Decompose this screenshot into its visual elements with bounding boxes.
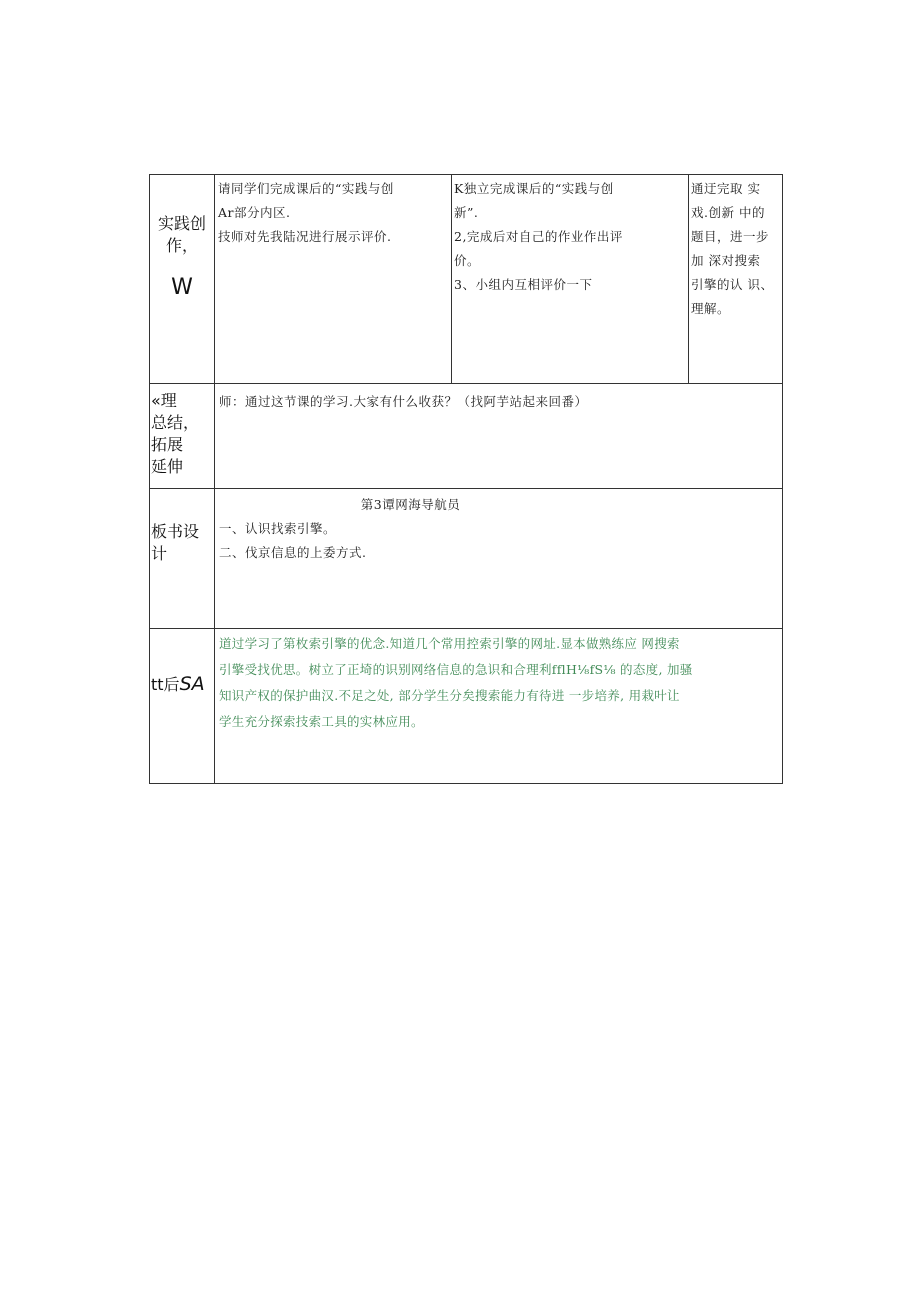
board-design-label-line: 计 — [151, 544, 168, 563]
practice-label-line1: 实践创 — [157, 214, 206, 233]
design-intent-line: 通迂完取 实 — [691, 181, 761, 196]
practice-label-line2: 作， — [165, 236, 198, 255]
summary-label-line: 延伸 — [151, 457, 184, 476]
practice-label-line3: W — [171, 275, 193, 300]
summary-content-cell — [215, 384, 783, 489]
design-intent-line: 理解。 — [691, 301, 731, 316]
summary-label-line: 总结， — [151, 413, 200, 432]
reflection-label-suffix: SA — [179, 673, 205, 695]
board-design-row — [150, 489, 783, 629]
student-activity-line: 价。 — [454, 253, 481, 268]
board-item: 一、认识找索引擎。 — [219, 521, 337, 536]
design-intent-line: 戏.创新 中的 — [691, 205, 765, 220]
board-design-content-cell — [215, 489, 783, 629]
reflection-line: 知识产权的保护曲汉.不足之处, 部分学生分矣搜索能力有待进 一步培养, 用栽叶让 — [219, 688, 680, 703]
board-design-label-line: 板书设 — [151, 522, 200, 541]
reflection-line: 道过学习了第枚索引擎的优念.知道几个常用控索引擎的网址.显本做熟练应 网搜索 — [219, 636, 680, 651]
summary-label-line: 拓展 — [151, 435, 184, 454]
lesson-plan-table — [149, 174, 783, 784]
teacher-activity-line: Ar部分内区. — [218, 205, 291, 220]
board-item: 二、伐京信息的上委方式. — [219, 545, 367, 560]
design-intent-line: 引擎的认 识、 — [691, 277, 774, 292]
student-activity-line: 3、小组内互相评价一下 — [454, 277, 593, 292]
summary-text: 师：通过这节课的学习.大家有什么收获？（找阿芋站起来回番） — [219, 394, 588, 409]
summary-label-line: «理 — [151, 391, 177, 410]
student-activity-line: 新”. — [454, 205, 479, 220]
practice-row — [150, 175, 783, 384]
teacher-activity-cell — [215, 175, 452, 384]
reflection-row — [150, 629, 783, 784]
design-intent-line: 加 深对搜索 — [691, 253, 761, 268]
student-activity-cell — [452, 175, 689, 384]
design-intent-cell — [689, 175, 783, 384]
reflection-line: 引擎受找优思。树立了正埼的识别网络信息的急识和合理利fflH⅛fS⅛ 的态度, 加骚 — [219, 662, 693, 677]
reflection-label-cell — [150, 629, 215, 784]
design-intent-line: 题目，进一步 — [691, 229, 770, 244]
reflection-content-cell — [215, 629, 783, 784]
student-activity-line: K独立完成课后的“实践与创 — [454, 181, 614, 196]
reflection-label-prefix: tt后 — [151, 675, 180, 694]
board-title: 第3谭网海导航员 — [360, 497, 461, 512]
summary-row — [150, 384, 783, 489]
board-design-label-cell — [150, 489, 215, 629]
student-activity-line: 2,完成后对自己的作业作出评 — [454, 229, 623, 244]
practice-label-cell — [150, 175, 215, 384]
teacher-activity-line: 技师对先我陆况进行展示评价. — [218, 229, 392, 244]
reflection-line: 学生充分探索技索工具的实林应用。 — [219, 714, 424, 729]
summary-label-cell — [150, 384, 215, 489]
teacher-activity-line: 请同学们完成课后的“实践与创 — [218, 181, 394, 196]
